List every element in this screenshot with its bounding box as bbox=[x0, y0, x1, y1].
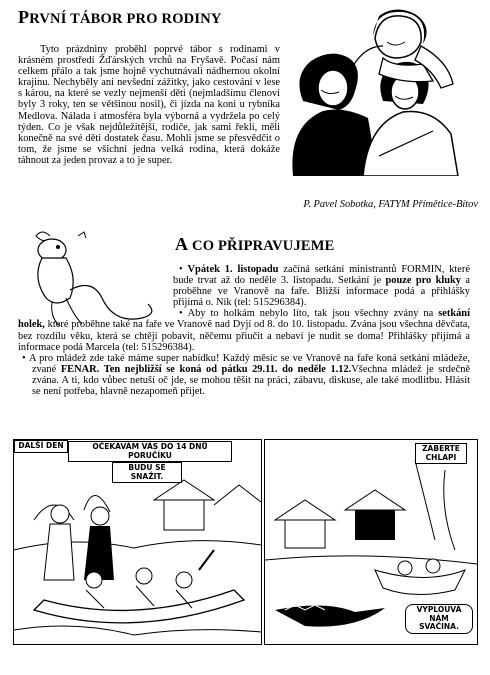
comic-bubble-try: BUDU SE SNAŽIT. bbox=[112, 462, 182, 483]
comic-bubble-row: ZABERTE CHLAPI bbox=[415, 443, 467, 464]
bullet-dot: • bbox=[22, 352, 29, 364]
comic-bubble-snack: VYPLOUVÁ NÁM SVAČINA. bbox=[405, 604, 473, 634]
formin-date: Vpátek 1. listopadu bbox=[187, 264, 279, 275]
family-illustration bbox=[283, 6, 483, 176]
article2-body bbox=[18, 264, 470, 397]
article2-title bbox=[175, 234, 335, 255]
bullet-fenar: • A pro mládež zde také máme super nabídku! Každý měsíc se ve Vranově na faře koná setkání mládeže, zvané FENAR. Ten nejbližší se koná od pátku 29.11. do neděle 1.12.Všechna mládež je srdečně zvána. A ti, kdo vůbec netuší oč jde, se mohou těšit na práci, zábavu, diskuse, ale také modlitbu. Hlásit se není potřeba, hlavně nezapomeň přijet. bbox=[22, 352, 471, 398]
article2-title-initial: A bbox=[175, 234, 189, 254]
article2-title-rest: CO PŘIPRAVUJEME bbox=[188, 238, 335, 254]
bullet-dot: • bbox=[179, 264, 188, 275]
comic-panel-1 bbox=[13, 439, 262, 645]
article1-body bbox=[18, 44, 280, 166]
fenar-label: FENAR. bbox=[60, 363, 100, 375]
comic-bubble-next-day: DALŠÍ DEN bbox=[14, 440, 68, 453]
comic-bubble-expect: OČEKÁVÁM VÁS DO 14 DNŮ PORUČÍKU bbox=[68, 441, 232, 462]
comic-panel-2 bbox=[264, 439, 478, 645]
article1-paragraph: Tyto prázdniny proběhl poprvé tábor s rodinami v krásném prostředí Žďárských vrchů na Fryšavě. Počasí nám celkem přálo a tak jsme hojně vychutnávali nádhernou okolní krajinu. Nechyběly ani nevšední zážitky, jako cestování v lese s károu, na které se vezly nejmenší děti (nejmladšímu členovi byly 3 roky, ten se většinou nosil), či jízda na koni u rybníka Medlova. Nálada i atmosféra byla výborná a vydržela po celý týden. Co je však nejdůležitější, rodiče, jak sami řekli, měli konečně na své děti dostatek času. Mohli jsme se přesvědčit o tom, že jsme se všichni jedna velká rodina, která dokáže táhnout za jeden provaz a to je super. bbox=[18, 44, 280, 166]
bullet-formin: • Vpátek 1. listopadu začíná setkání ministrantů FORMIN, které bude trvat až do neděle 3. listopadu. Setkání je pouze pro kluky a proběhne ve Vranově na faře. Bližší informace podá a přihlášky přijímá o. Nik (tel: 515296384). bbox=[173, 264, 470, 309]
fenar-date: Ten nejbližší se koná od pátku 29.11. do neděle 1.12. bbox=[103, 363, 352, 375]
article1-title-initial: P bbox=[18, 7, 30, 27]
boys-only: pouze pro kluky bbox=[385, 275, 462, 287]
article1-signature: P. Pavel Sobotka, FATYM Přímětice-Bítov bbox=[303, 199, 478, 210]
article1-title bbox=[18, 7, 222, 28]
bullet-dot: • bbox=[179, 308, 188, 320]
girls-meeting: setkání holek, bbox=[18, 308, 470, 331]
bullet-girls: • Aby to holkám nebylo líto, tak jsou všechny zvány na setkání holek, které proběhne také na faře ve Vranově nad Dyjí od 8. do 10. listopadu. Zvána jsou všechna děvčata, bez rozdílu věku, která se chtějí pobavit, něčemu přiučit a nebaví je nudit se doma! Přihlášky přijímá a informace podá Marcela (tel: 515296384). bbox=[18, 308, 470, 353]
article1-title-rest: RVNÍ TÁBOR PRO RODINY bbox=[29, 11, 222, 27]
